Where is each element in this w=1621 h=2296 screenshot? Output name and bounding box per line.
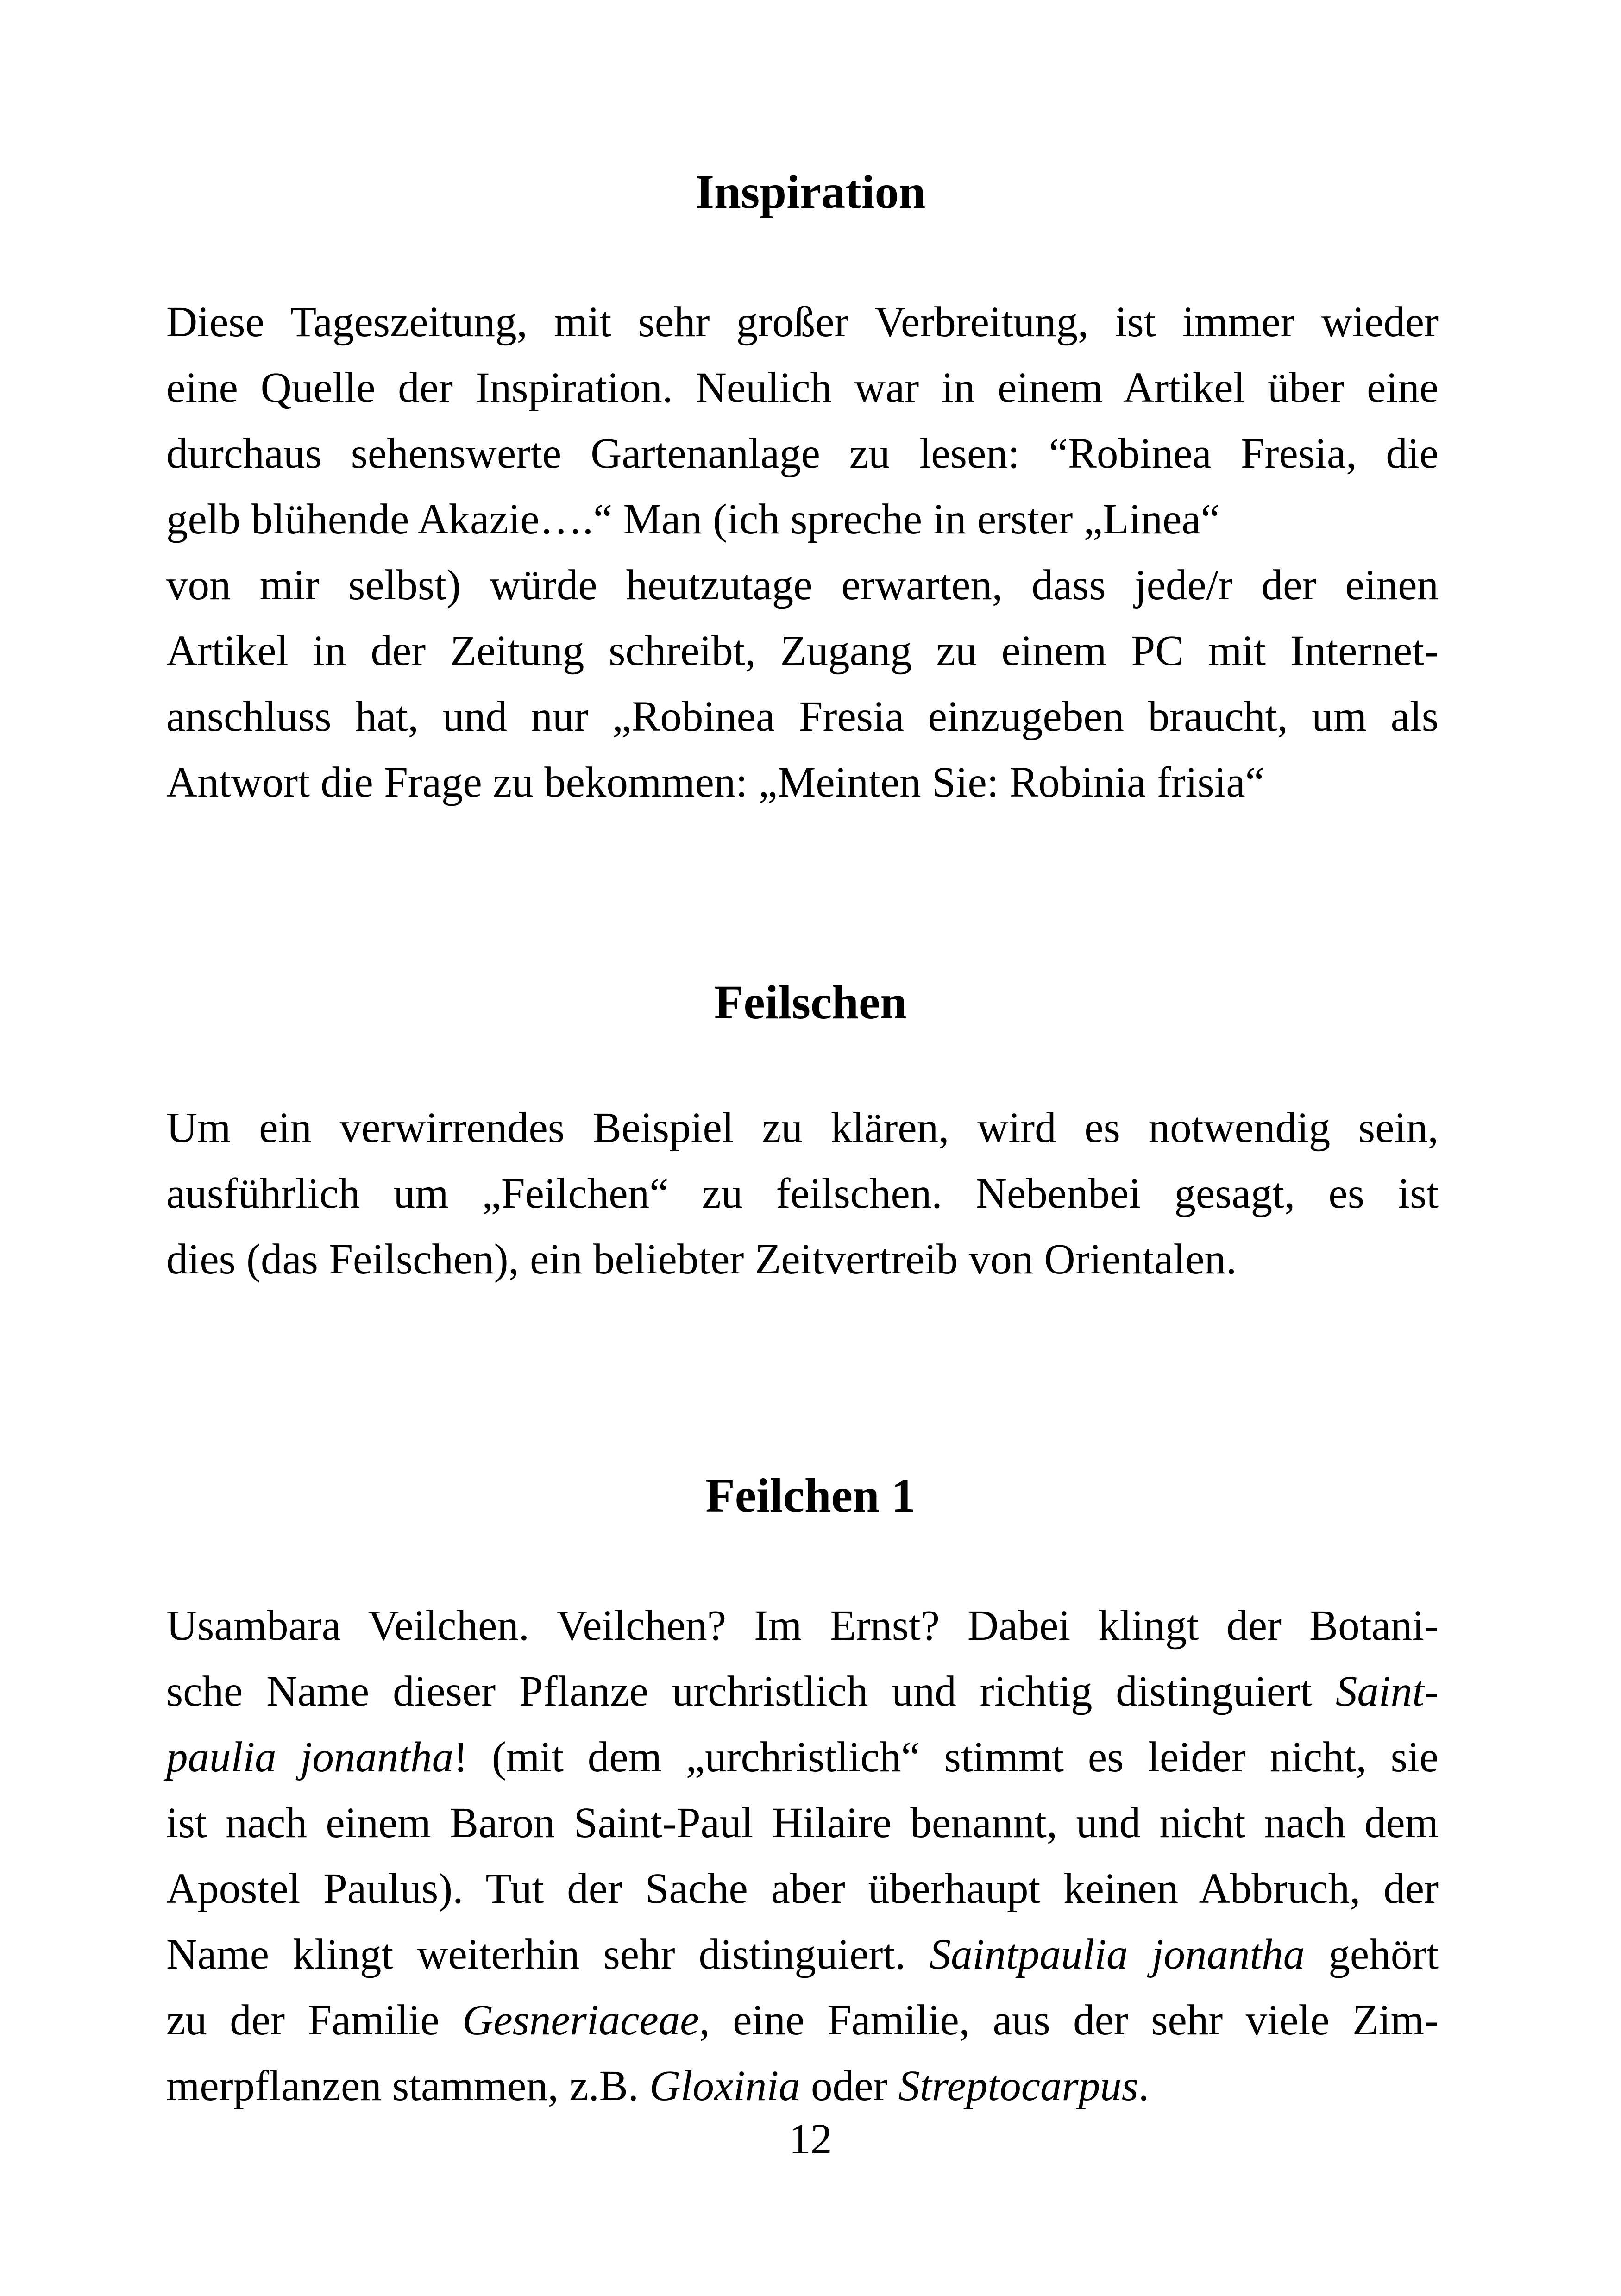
paragraph-feilchen-1 [166,1593,1439,2119]
text-line [166,1856,1439,1922]
botanical-name: Saint- [1335,1668,1439,1715]
section-heading-feilschen: Feilschen [714,976,907,1029]
line-text: , eine Familie, aus der sehr viele Zim- [699,1996,1439,2044]
page-number: 12 [789,2115,832,2163]
paragraph-inspiration [166,289,1439,816]
text-line [166,1988,1439,2053]
line-text: ! (mit dem „urchristlich“ stimmt es leider nicht, sie [453,1733,1439,1781]
text-line: Artikel in der Zeitung schreibt, Zugang zu einem PC mit Internet- [166,627,1439,675]
text-line: gelb blühende Akazie….“ Man (ich spreche in erster „Linea“ [166,496,1220,543]
paragraph-feilschen [166,1095,1439,1292]
text-line: eine Quelle der Inspiration. Neulich war in einem Artikel über eine [166,364,1439,412]
line-text: Name klingt weiterhin sehr distinguiert. [166,1931,930,1978]
section-heading-feilchen-1: Feilchen 1 [705,1469,916,1522]
text-line [166,1593,1439,1659]
text-line: Diese Tageszeitung, mit sehr großer Verbreitung, ist immer wieder [166,298,1439,346]
botanical-name: Streptocarpus [898,2062,1138,2110]
section-heading-inspiration: Inspiration [695,165,926,219]
text-line [166,1790,1439,1856]
text-line: anschluss hat, und nur „Robinea Fresia einzugeben braucht, um als [166,693,1439,740]
text-line [166,2053,1439,2119]
line-text: oder [800,2062,898,2110]
text-line: Antwort die Frage zu bekommen: „Meinten Sie: Robinia frisia“ [166,759,1264,806]
text-line [166,1922,1439,1988]
text-line: Um ein verwirrendes Beispiel zu klären, wird es notwendig sein, [166,1104,1439,1152]
text-line [166,1659,1439,1725]
text-line: von mir selbst) würde heutzutage erwarten, dass jede/r der einen [166,561,1439,609]
text-line: dies (das Feilschen), ein beliebter Zeitvertreib von Orientalen. [166,1236,1237,1283]
line-text: Usambara Veilchen. Veilchen? Im Ernst? Dabei klingt der Botani- [166,1602,1439,1650]
botanical-name: Saintpaulia jonantha [929,1931,1305,1978]
line-text: sche Name dieser Pflanze urchristlich und richtig distinguiert [166,1668,1336,1715]
line-text: merpflanzen stammen, z.B. [166,2062,650,2110]
line-text: Apostel Paulus). Tut der Sache aber überhaupt keinen Abbruch, der [166,1865,1439,1913]
line-text: . [1138,2062,1150,2110]
text-line: durchaus sehenswerte Gartenanlage zu lesen: “Robinea Fresia, die [166,430,1439,477]
text-line: ausführlich um „Feilchen“ zu feilschen. Nebenbei gesagt, es ist [166,1170,1439,1217]
botanical-name: Gesneriaceae [462,1996,699,2044]
line-text: gehört [1305,1931,1439,1978]
line-text: zu der Familie [166,1996,463,2044]
text-line [166,1725,1439,1790]
botanical-name: paulia jonantha [166,1733,454,1781]
botanical-name: Gloxinia [649,2062,800,2110]
line-text: ist nach einem Baron Saint-Paul Hilaire benannt, und nicht nach dem [166,1799,1439,1847]
